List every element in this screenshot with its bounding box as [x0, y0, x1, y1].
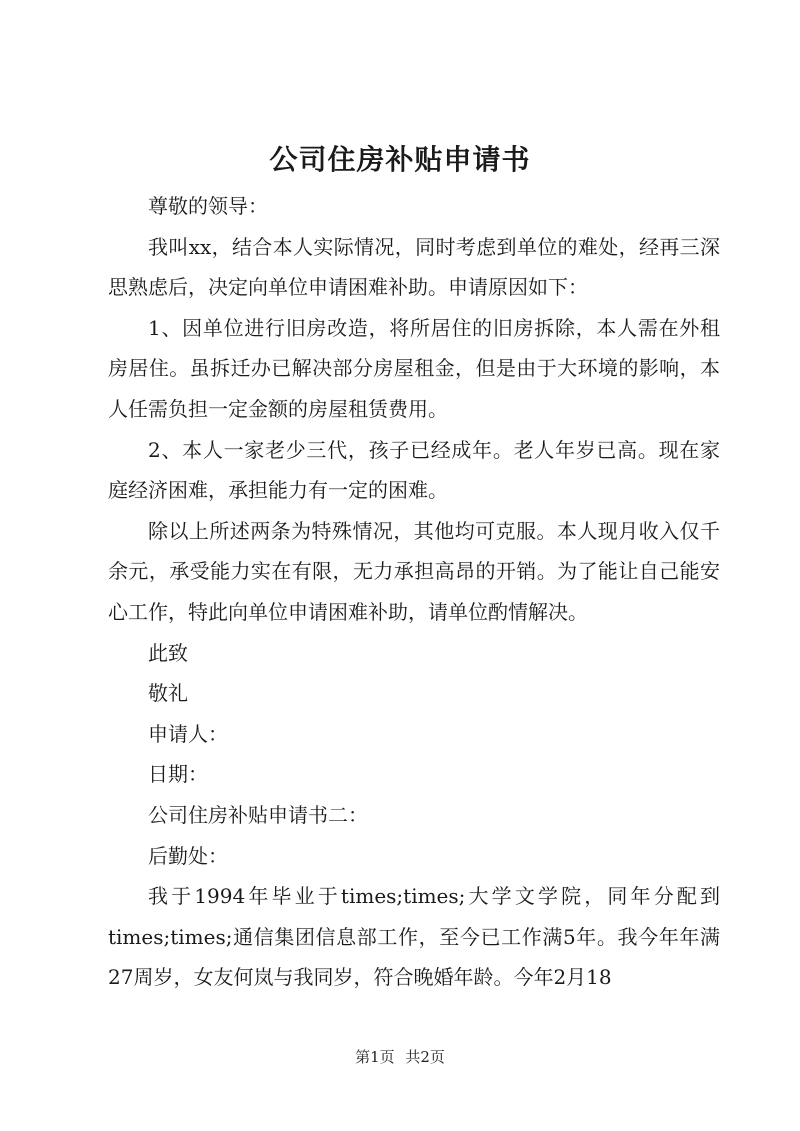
page-footer: [0, 1046, 800, 1068]
document-title: 公司住房补贴申请书: [269, 143, 531, 176]
closing-jingli: 敬礼: [148, 681, 188, 706]
salutation: 尊敬的领导：: [148, 194, 268, 218]
document-body: [108, 186, 720, 998]
second-letter-paragraph: 我于1994年毕业于times;times;大学文学院，同年分配到times;times;通信集团信息部工作，至今已工作满5年。我今年年满27周岁，女友何岚与我同岁，符合晚婚年龄。今年2月18: [108, 884, 720, 990]
second-letter-salutation: 后勤处：: [148, 843, 228, 868]
date-field: 日期：: [148, 762, 208, 787]
paragraph-reason-1: 1、因单位进行旧房改造，将所居住的旧房拆除，本人需在外租房居住。虽拆迁办已解决部分房屋租金，但是由于大环境的影响，本人任需负担一定金额的房屋租赁费用。: [108, 315, 720, 421]
second-letter-heading: 公司住房补贴申请书二：: [148, 802, 368, 827]
page-number: 第1页: [355, 1048, 395, 1066]
applicant-field: 申请人：: [148, 721, 228, 746]
paragraph-intro: 我叫xx，结合本人实际情况，同时考虑到单位的难处，经再三深思熟虑后，决定向单位申请困难补助。申请原因如下：: [108, 234, 720, 300]
paragraph-summary: 除以上所述两条为特殊情况，其他均可克服。本人现月收入仅千余元，承受能力实在有限，无力承担高昂的开销。为了能让自己能安心工作，特此向单位申请困难补助，请单位酌情解决。: [108, 518, 720, 624]
closing-cizhi: 此致: [148, 640, 188, 665]
paragraph-reason-2: 2、本人一家老少三代，孩子已经成年。老人年岁已高。现在家庭经济困难，承担能力有一定的困难。: [108, 437, 720, 503]
page-total: 共2页: [405, 1048, 445, 1066]
